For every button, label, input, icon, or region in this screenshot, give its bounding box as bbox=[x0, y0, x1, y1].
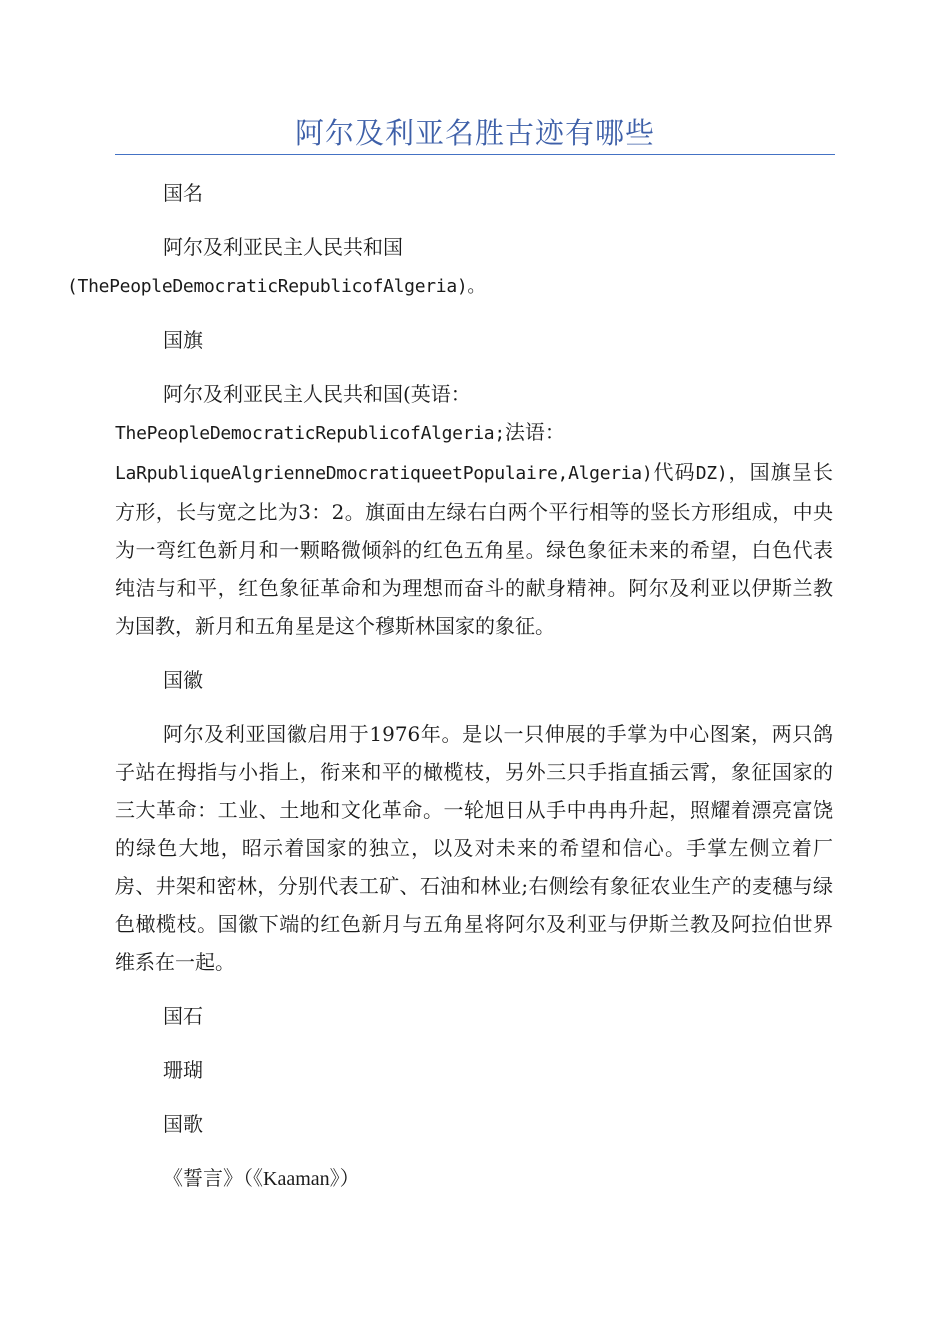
flag-text-french-label: 法语： bbox=[504, 420, 565, 444]
document-title: 阿尔及利亚名胜古迹有哪些 bbox=[294, 116, 655, 150]
document-body bbox=[67, 174, 834, 1214]
country-name-en: (ThePeopleDemocraticRepublicofAlgeria)。 bbox=[67, 276, 486, 297]
paragraph-stone: 珊瑚 bbox=[163, 1058, 203, 1082]
anthem-title-open: 《誓言》（《 bbox=[163, 1166, 263, 1190]
anthem-title-latin: Kaaman bbox=[263, 1168, 330, 1190]
section-heading-stone: 国石 bbox=[163, 1004, 203, 1028]
flag-text-code-label: 代码 bbox=[652, 460, 696, 484]
paragraph-flag bbox=[115, 375, 833, 645]
flag-text-code: DZ) bbox=[695, 463, 728, 484]
paragraph-country-name bbox=[67, 228, 833, 306]
flag-text-intro: 阿尔及利亚民主人民共和国(英语： bbox=[163, 382, 471, 406]
country-name-cn: 阿尔及利亚民主人民共和国 bbox=[163, 235, 403, 259]
anthem-title-close: 》） bbox=[329, 1166, 360, 1190]
paragraph-anthem bbox=[115, 1159, 833, 1198]
paragraph-emblem: 阿尔及利亚国徽启用于1976年。是以一只伸展的手掌为中心图案，两只鸽子站在拇指与小指上，衔来和平的橄榄枝，另外三只手指直插云霄，象征国家的三大革命：工业、土地和文化革命。一轮旭日从手中冉冉升起，照耀着漂亮富饶的绿色大地，昭示着国家的独立，以及对未来的希望和信心。手掌左侧立着厂房、井架和密林，分别代表工矿、石油和林业;右侧绘有象征农业生产的麦穗与绿色橄榄枝。国徽下端的红色新月与五角星将阿尔及利亚与伊斯兰教及阿拉伯世界维系在一起。 bbox=[115, 722, 833, 974]
section-heading-anthem: 国歌 bbox=[163, 1112, 203, 1136]
section-heading-emblem: 国徽 bbox=[163, 668, 203, 692]
flag-text-french: LaRpubliqueAlgrienneDmocratiqueetPopulaire,Algeria) bbox=[115, 463, 653, 484]
flag-text-english: ThePeopleDemocraticRepublicofAlgeria; bbox=[115, 423, 505, 444]
section-heading-name: 国名 bbox=[163, 181, 203, 205]
flag-text-description: ，国旗呈长方形，长与宽之比为3：2。旗面由左绿右白两个平行相等的竖长方形组成，中央为一弯红色新月和一颗略微倾斜的红色五角星。绿色象征未来的希望，白色代表纯洁与和平，红色象征革命和为理想而奋斗的献身精神。阿尔及利亚以伊斯兰教为国教，新月和五角星是这个穆斯林国家的象征。 bbox=[115, 460, 834, 638]
title-divider bbox=[115, 154, 835, 155]
section-heading-flag: 国旗 bbox=[163, 328, 203, 352]
